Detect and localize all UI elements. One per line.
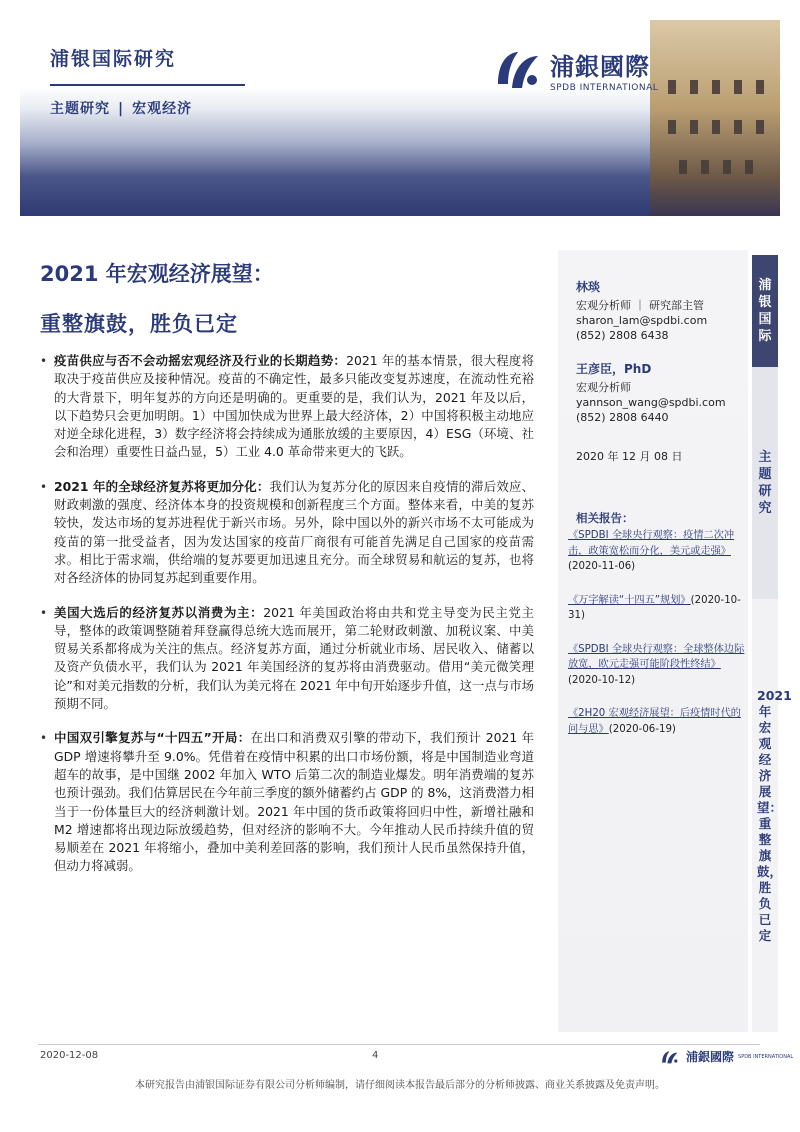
analyst-email[interactable]: sharon_lam@spdbi.com <box>576 314 708 327</box>
info-sidebar <box>558 250 748 1032</box>
related-report-link[interactable]: 《2H20 宏观经济展望：后疫情时代的问与思》 <box>568 708 741 735</box>
paragraph-text: 在出口和消费双引擎的带动下，我们预计 2021 年 GDP 增速将攀升至 9.0%。凭借着在疫情中积累的出口市场份额，将是中国制造业弯道超车的故事，是中国继 2002 年加入 WTO 后第二次的制造业爆发。明年消费端的复苏也预计强劲。我们估算居民在今年前三季度的额外储蓄约占 GDP 的 8%，这消费潜力相当于一份体量巨大的经济刺激计划。2021 年中国的货币政策将回归中性，新增社融和 M2 增速都将出现边际放缓趋势，但对经济的影响不大。今年推动人民币持续升值的贸易顺差在 2021 年将缩小，叠加中美利差回落的影响，我们预计人民币虽然保持升值，但动力将减弱。 <box>54 730 534 874</box>
paragraph-text: 我们认为复苏分化的原因来自疫情的滞后效应、财政刺激的强度、经济体本身的投资规模和创新程度三个方面。整体来看，中美的复苏较快，发达市场的复苏进程优于新兴市场。另外，除中国以外的新兴市场不太可能成为疫苗的第一批受益者，因为发达国家的疫苗厂商很有可能首先满足自己国家的疫苗需求。相比于需求端，供给端的复苏要更加迅速且充分。而全球贸易和航运的复苏，也将对各经济体的协同复苏起到重要作用。 <box>54 478 534 586</box>
paragraph-heading: 美国大选后的经济复苏以消费为主： <box>54 604 264 620</box>
analyst-name: 林琰 <box>576 280 601 294</box>
summary-paragraph <box>38 604 534 714</box>
analyst-email[interactable]: yannson_wang@spdbi.com <box>576 396 726 409</box>
analyst-phone: (852) 2808 6438 <box>576 329 669 342</box>
footer-logo <box>660 1048 793 1065</box>
related-report-date: (2020-11-06) <box>568 561 636 572</box>
summary-body <box>38 352 534 892</box>
related-report-item <box>568 706 746 737</box>
brand-name-en: SPDB INTERNATIONAL <box>550 83 659 93</box>
analyst-phone: (852) 2808 6440 <box>576 411 669 424</box>
report-title: 2021 年宏观经济展望： <box>40 262 274 286</box>
title-underline <box>50 84 245 86</box>
side-tab-text: 浦银国际 <box>758 278 772 344</box>
paragraph-text: 2021 年的基本情景，很大程度将取决于疫苗供应及接种情况。疫苗的不确定性，最多只能改变复苏速度，在流动性充裕的大背景下，明年复苏的方向还是明确的。更重要的是，我们认为，2021 年及以后，以下趋势只会更加明朗。1）中国加快成为世界上最大经济体，2）中国将积极主动地应对逆全球化进程，3）数字经济将会持续成为通胀放缓的主要原因，4）ESG（环境、社会和治理）重要性日益凸显，5）工业 4.0 革命带来更大的飞跃。 <box>54 353 535 460</box>
summary-paragraph <box>38 478 534 588</box>
side-tab-category <box>752 367 778 599</box>
category-separator: | <box>118 101 125 117</box>
related-report-date: (2020-10-12) <box>568 674 636 686</box>
brand-name-cn: 浦銀國際 <box>550 53 650 81</box>
report-date: 2020 年 12 月 08 日 <box>576 450 683 463</box>
bullet-icon: • <box>40 479 48 494</box>
related-report-date: (2020-06-19) <box>608 723 676 735</box>
footer-logo-en: SPDB INTERNATIONAL <box>738 1053 794 1060</box>
spdb-logo-small-icon <box>660 1049 682 1065</box>
analyst-role: 宏观分析师 ｜ 研究部主管 <box>576 299 704 312</box>
analyst-card <box>576 362 726 425</box>
report-category <box>50 98 192 118</box>
analyst-card <box>576 280 707 343</box>
paragraph-heading: 中国双引擎复苏与“十四五”开局： <box>54 730 251 746</box>
spdb-logo-icon <box>492 44 544 96</box>
related-reports-heading: 相关报告： <box>576 511 634 525</box>
footer-divider <box>38 1044 760 1045</box>
related-report-link[interactable]: 《万字解读“十四五”规划》 <box>568 594 691 606</box>
bullet-icon: • <box>40 605 48 620</box>
paragraph-text: 2021 年美国政治将由共和党主导变为民主党主导，整体的政策调整随着拜登赢得总统大选而展开，第二轮财政刺激、加税议案、中美贸易关系都将成为关注的焦点。经济复苏方面，通过分析就业市场、居民收入、储蓄以及资产负债水平，我们认为 2021 年美国经济的复苏将由消费驱动。借用“美元微笑理论”和对美元指数的分析，我们认为美元将在 2021 年中旬开始逐步升值，这一点与市场预期不同。 <box>54 604 534 712</box>
brand-logo <box>492 44 658 96</box>
summary-paragraph <box>38 729 534 875</box>
category-label: 主题研究 <box>50 101 110 117</box>
footer-date: 2020-12-08 <box>40 1050 99 1061</box>
bullet-icon: • <box>40 731 48 746</box>
disclaimer-text: 本研究报告由浦银国际证券有限公司分析师编制，请仔细阅读本报告最后部分的分析师披露、商业关系披露及免责声明。 <box>135 1080 665 1091</box>
related-reports-list <box>568 528 746 755</box>
page-number: 4 <box>372 1050 379 1061</box>
related-report-date: (2020-10-31) <box>568 594 741 621</box>
related-report-item <box>568 642 746 689</box>
building-photo <box>650 20 780 216</box>
paragraph-heading: 疫苗供应与否不会动摇宏观经济及行业的长期趋势： <box>54 353 347 368</box>
bullet-icon: • <box>40 354 48 368</box>
side-tab-text: 主题研究 <box>758 450 772 516</box>
report-subtitle: 重整旗鼓，胜负已定 <box>40 312 238 336</box>
analyst-role: 宏观分析师 <box>576 381 631 394</box>
side-tab-brand <box>752 255 778 367</box>
related-report-link[interactable]: 《SPDBI 全球央行观察：全球整体边际放宽，欧元走强可能阶段性终结》 <box>568 643 745 670</box>
side-tab-text: 2021年宏观经济展望：重整旗鼓，胜负已定 <box>757 687 792 943</box>
paragraph-heading: 2021 年的全球经济复苏将更加分化： <box>54 478 270 494</box>
analyst-name: 王彦臣，PhD <box>576 362 652 376</box>
summary-paragraph <box>38 352 534 462</box>
header-banner <box>20 20 780 216</box>
side-tab-title <box>752 599 792 1032</box>
footer-logo-cn: 浦銀國際 <box>686 1050 735 1064</box>
topic-label: 宏观经济 <box>132 101 193 117</box>
research-house-title: 浦银国际研究 <box>50 48 177 70</box>
related-report-item <box>568 593 746 624</box>
related-report-link[interactable]: 《SPDBI 全球央行观察：疫情二次冲击，政策宽松而分化，美元或走强》 <box>568 530 735 557</box>
related-report-item <box>568 528 746 575</box>
